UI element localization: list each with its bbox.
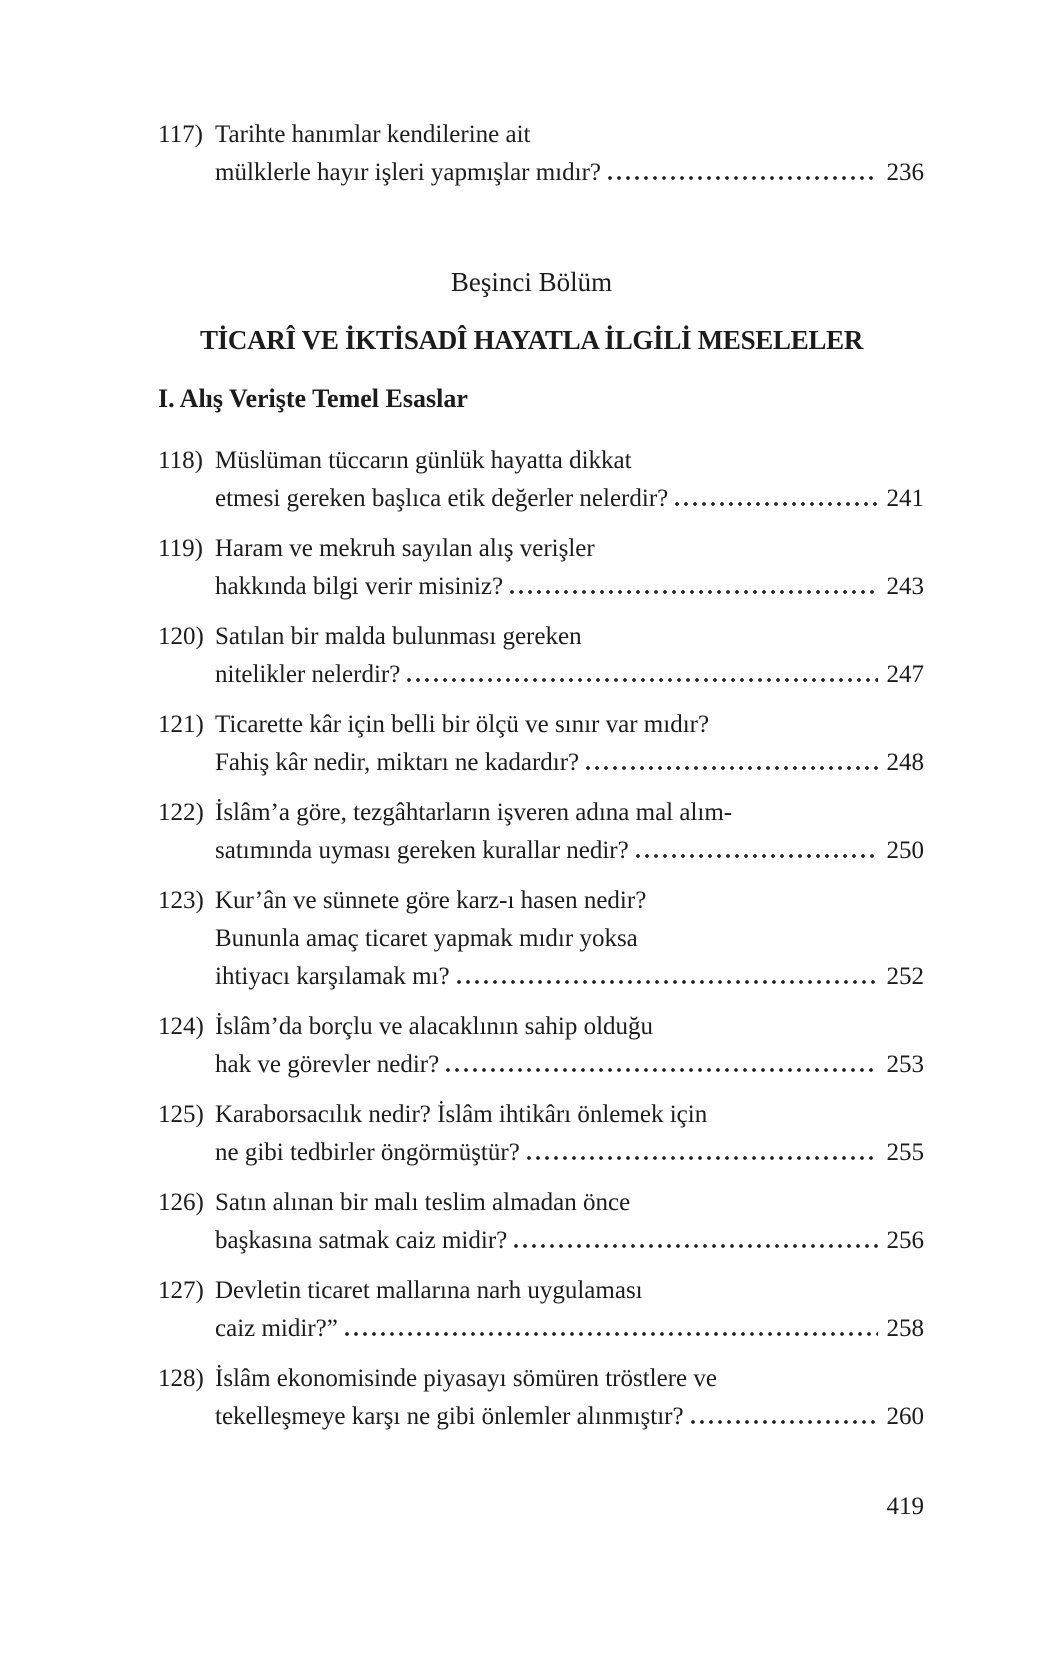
- toc-entry-number: 122): [158, 799, 204, 826]
- toc-entry-line: [215, 744, 924, 782]
- dot-leader: [345, 1332, 878, 1336]
- toc-entry-text: mülklerle hayır işleri yapmışlar mıdır?: [215, 159, 601, 186]
- toc-entry-page: 260: [886, 1403, 924, 1430]
- toc-entry-lines: [215, 442, 924, 518]
- toc-entry-text: Ticarette kâr için belli bir ölçü ve sınır var mıdır?: [215, 711, 710, 738]
- toc-entry-lines: [215, 530, 924, 606]
- toc-entry-text: hak ve görevler nedir?: [215, 1051, 440, 1078]
- toc-entry-line: [215, 1222, 924, 1260]
- toc-entry-line: [215, 1310, 924, 1348]
- toc-entry-text: başkasına satmak caiz midir?: [215, 1227, 508, 1254]
- chapter-label: Beşinci Bölüm: [450, 267, 613, 297]
- dot-leader: [691, 1420, 878, 1424]
- chapter-title: TİCARÎ VE İKTİSADÎ HAYATLA İLGİLİ MESELELER: [199, 325, 864, 355]
- toc-entry-text: satımında uyması gereken kurallar nedir?: [215, 837, 629, 864]
- toc-entry-line: [215, 920, 924, 958]
- toc-entry-line: [215, 1134, 924, 1172]
- dot-leader: [407, 678, 877, 682]
- toc-entry-line: [215, 480, 924, 518]
- toc-entry-lines: [215, 1360, 924, 1436]
- toc-list-before-chapter: [158, 116, 924, 192]
- table-of-contents: [158, 116, 924, 1448]
- toc-entry-number: 128): [158, 1365, 204, 1392]
- toc-entry-text: Bununla amaç ticaret yapmak mıdır yoksa: [215, 925, 638, 952]
- toc-entry-number: 127): [158, 1277, 204, 1304]
- toc-entry-number: 125): [158, 1101, 204, 1128]
- dot-leader: [514, 1244, 877, 1248]
- dot-leader: [446, 1068, 877, 1072]
- toc-entry: [158, 1360, 924, 1436]
- toc-entry-page: 250: [886, 837, 924, 864]
- dot-leader: [457, 980, 878, 984]
- toc-entry-line: [215, 882, 924, 920]
- toc-entry-page: 252: [886, 963, 924, 990]
- toc-entry-page: 248: [886, 749, 924, 776]
- toc-entry-page: 247: [886, 661, 924, 688]
- toc-entry-line: [215, 154, 924, 192]
- toc-entry-lines: [215, 882, 924, 996]
- dot-leader: [586, 766, 877, 770]
- toc-entry-page: 236: [886, 159, 924, 186]
- toc-entry: [158, 794, 924, 870]
- toc-entry: [158, 1096, 924, 1172]
- toc-entry: [158, 1008, 924, 1084]
- toc-entry-number: 121): [158, 711, 204, 738]
- toc-entry-line: [215, 1046, 924, 1084]
- toc-entry-line: [215, 442, 924, 480]
- toc-entry-page: 241: [886, 485, 924, 512]
- toc-entry-number: 118): [158, 447, 203, 474]
- toc-entry-text: Karaborsacılık nedir? İslâm ihtikârı önlemek için: [215, 1101, 708, 1128]
- toc-entry: [158, 706, 924, 782]
- toc-entry-line: [215, 568, 924, 606]
- toc-entry-line: [215, 1184, 924, 1222]
- toc-entry-number: 124): [158, 1013, 204, 1040]
- toc-entry-line: [215, 832, 924, 870]
- section-heading: I. Alış Verişte Temel Esaslar: [158, 384, 468, 413]
- toc-entry-number: 120): [158, 623, 204, 650]
- toc-entry-number: 126): [158, 1189, 204, 1216]
- toc-entry-lines: [215, 794, 924, 870]
- toc-entry-text: Tarihte hanımlar kendilerine ait: [215, 121, 531, 148]
- toc-entry-text: Devletin ticaret mallarına narh uygulaması: [215, 1277, 643, 1304]
- toc-entry-lines: [215, 1008, 924, 1084]
- toc-list: [158, 442, 924, 1436]
- toc-entry-text: hakkında bilgi verir misiniz?: [215, 573, 504, 600]
- toc-entry-line: [215, 1272, 924, 1310]
- toc-entry-lines: [215, 706, 924, 782]
- toc-entry: [158, 882, 924, 996]
- toc-entry-page: 256: [886, 1227, 924, 1254]
- toc-entry-line: [215, 116, 924, 154]
- toc-entry-text: ne gibi tedbirler öngörmüştür?: [215, 1139, 520, 1166]
- toc-entry: [158, 1184, 924, 1260]
- toc-entry: [158, 116, 924, 192]
- toc-entry-text: Satın alınan bir malı teslim almadan önce: [215, 1189, 631, 1216]
- toc-entry-line: [215, 618, 924, 656]
- toc-entry-text: Fahiş kâr nedir, miktarı ne kadardır?: [215, 749, 580, 776]
- toc-entry-number: 117): [158, 121, 203, 148]
- toc-entry-text: Satılan bir malda bulunması gereken: [215, 623, 582, 650]
- toc-entry-text: İslâm’da borçlu ve alacaklının sahip olduğu: [215, 1013, 654, 1040]
- toc-entry-text: caiz midir?”: [215, 1315, 338, 1342]
- toc-entry-line: [215, 794, 924, 832]
- toc-entry-line: [215, 1398, 924, 1436]
- toc-entry-line: [215, 1008, 924, 1046]
- toc-entry-line: [215, 958, 924, 996]
- toc-entry-lines: [215, 1096, 924, 1172]
- toc-entry-lines: [215, 1272, 924, 1348]
- toc-entry-line: [215, 706, 924, 744]
- dot-leader: [608, 176, 878, 180]
- toc-entry-line: [215, 656, 924, 694]
- toc-entry: [158, 442, 924, 518]
- toc-entry-line: [215, 1360, 924, 1398]
- toc-entry-text: nitelikler nelerdir?: [215, 661, 401, 688]
- dot-leader: [675, 502, 877, 506]
- toc-entry-text: İslâm ekonomisinde piyasayı sömüren tröstlere ve: [215, 1365, 717, 1392]
- page-number: 419: [886, 1493, 924, 1520]
- toc-entry-page: 243: [886, 573, 924, 600]
- toc-entry-page: 255: [886, 1139, 924, 1166]
- toc-entry-text: Kur’ân ve sünnete göre karz-ı hasen nedir?: [215, 887, 647, 914]
- dot-leader: [527, 1156, 878, 1160]
- toc-entry-page: 258: [886, 1315, 924, 1342]
- toc-entry-number: 119): [158, 535, 203, 562]
- toc-entry-text: Müslüman tüccarın günlük hayatta dikkat: [215, 447, 632, 474]
- toc-entry-page: 253: [886, 1051, 924, 1078]
- toc-entry-text: ihtiyacı karşılamak mı?: [215, 963, 450, 990]
- toc-entry-lines: [215, 618, 924, 694]
- toc-entry-line: [215, 530, 924, 568]
- dot-leader: [636, 854, 878, 858]
- dot-leader: [510, 590, 877, 594]
- toc-entry-line: [215, 1096, 924, 1134]
- toc-entry: [158, 618, 924, 694]
- toc-entry-lines: [215, 116, 924, 192]
- toc-entry-number: 123): [158, 887, 204, 914]
- toc-entry-lines: [215, 1184, 924, 1260]
- toc-entry-text: etmesi gereken başlıca etik değerler nelerdir?: [215, 485, 669, 512]
- toc-entry-text: tekelleşmeye karşı ne gibi önlemler alınmıştır?: [215, 1403, 684, 1430]
- toc-entry-text: Haram ve mekruh sayılan alış verişler: [215, 535, 595, 562]
- toc-entry: [158, 1272, 924, 1348]
- toc-entry: [158, 530, 924, 606]
- toc-entry-text: İslâm’a göre, tezgâhtarların işveren adına mal alım-: [215, 799, 733, 826]
